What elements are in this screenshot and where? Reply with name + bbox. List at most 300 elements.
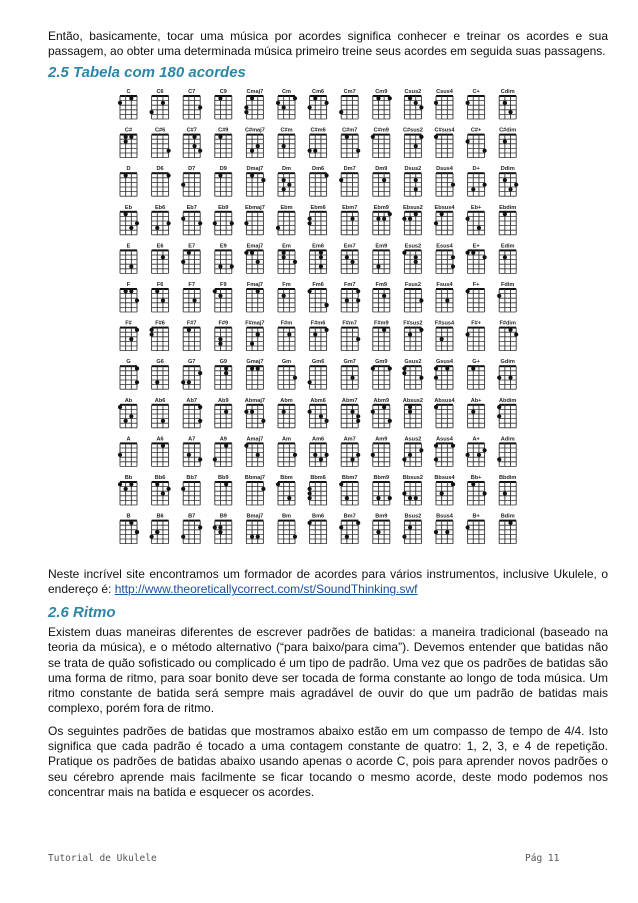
finger-dot <box>419 376 423 380</box>
chord-nut <box>468 327 485 329</box>
chord-nut <box>120 95 137 97</box>
chord-nut <box>215 520 232 522</box>
chord-name: Dmaj7 <box>246 166 264 173</box>
finger-dot <box>483 491 487 495</box>
finger-dot <box>414 144 418 148</box>
chord-nut <box>499 249 516 251</box>
chord-nut <box>341 520 358 522</box>
chord-name: Fmaj7 <box>246 282 263 288</box>
chord-name: Abm <box>280 397 293 404</box>
chord-diagram <box>404 166 421 196</box>
finger-dot <box>440 337 444 341</box>
chord-nut <box>215 288 232 290</box>
chord-name: Asus4 <box>436 436 453 443</box>
chord-diagram <box>278 398 295 428</box>
chord-diagram <box>244 398 265 428</box>
chord-nut <box>404 481 421 483</box>
finger-dot <box>218 337 222 341</box>
chord-nut <box>183 95 200 97</box>
chord-nut <box>404 249 421 251</box>
chord-diagram <box>150 89 169 119</box>
chord-nut <box>310 95 327 97</box>
finger-dot <box>325 419 329 423</box>
chord-name: F#maj7 <box>245 320 265 327</box>
finger-dot <box>282 251 286 255</box>
chord-nut <box>183 288 200 290</box>
finger-dot <box>497 376 501 380</box>
finger-dot <box>135 366 139 370</box>
chord-diagram <box>371 128 390 158</box>
chord-name: F# <box>125 320 132 327</box>
chord-nut <box>310 249 327 251</box>
chord-diagram <box>341 282 360 312</box>
chord-diagram <box>371 359 392 389</box>
chord-diagram <box>120 128 137 158</box>
chord-nut <box>499 95 516 97</box>
chord-nut <box>373 327 390 329</box>
finger-dot <box>213 221 217 225</box>
finger-dot <box>402 491 406 495</box>
chord-diagram <box>215 359 232 389</box>
chord-nut <box>468 288 485 290</box>
chord-name: Cm <box>281 89 292 95</box>
chord-name: C9 <box>219 89 227 95</box>
chord-nut <box>436 365 453 367</box>
chord-diagram <box>341 205 358 235</box>
chord-name: D <box>126 166 131 173</box>
finger-dot <box>508 328 512 332</box>
finger-dot <box>218 525 222 529</box>
chord-nut <box>278 134 295 136</box>
finger-dot <box>282 187 286 191</box>
finger-dot <box>135 530 139 534</box>
finger-dot <box>308 149 312 153</box>
chord-diagram <box>181 166 200 196</box>
rhythm-paragraph: Os seguintes padrões de batidas que mostramos abaixo estão em um compasso de tempo de 4/4. Isto significa que cada padrão é tocado a uma contagem constante de quatro: 1, 2, 3, e 4 de repetição. Pratique os padrões de batidas abaixo usando apenas o acorde C, pois para aprender novos padrões o seu cérebro aprende mais facilmente se ficar tocando o mesmo acorde, deste modo podemos nos concentrar mais na batida e esquecer os acordes. <box>48 723 608 799</box>
finger-dot <box>224 444 228 448</box>
finger-dot <box>371 453 375 457</box>
chord-nut <box>373 249 390 251</box>
chord-name: Ebsus4 <box>434 204 455 211</box>
finger-dot <box>483 149 487 153</box>
finger-dot <box>451 183 455 187</box>
finger-dot <box>388 96 392 100</box>
finger-dot <box>451 255 455 259</box>
finger-dot <box>402 366 406 370</box>
chord-nut <box>246 520 263 522</box>
finger-dot <box>161 444 165 448</box>
chord-nut <box>152 249 169 251</box>
chord-name: F#sus4 <box>434 320 455 327</box>
chord-diagram <box>436 166 455 196</box>
chord-nut <box>436 481 453 483</box>
chord-name: C#dim <box>499 127 517 134</box>
chord-name: C#m7 <box>342 127 358 134</box>
chord-diagram <box>152 359 169 389</box>
chord-nut <box>373 520 390 522</box>
chord-diagram <box>436 282 453 312</box>
chord-nut <box>373 134 390 136</box>
chord-name: Absus4 <box>434 397 455 404</box>
finger-dot <box>345 535 349 539</box>
chord-diagram <box>499 166 518 196</box>
chord-nut <box>183 442 200 444</box>
chord-diagram <box>118 436 137 466</box>
chord-name: Gm7 <box>343 359 356 366</box>
finger-dot <box>181 535 185 539</box>
chord-nut <box>310 365 327 367</box>
chord-name: C+ <box>472 89 480 95</box>
chord-nut <box>373 365 390 367</box>
finger-dot <box>503 178 507 182</box>
chord-nut <box>215 249 232 251</box>
chord-nut <box>183 249 200 251</box>
finger-dot <box>135 328 139 332</box>
finger-dot <box>376 96 380 100</box>
finger-dot <box>287 496 291 500</box>
chord-diagram <box>497 436 516 466</box>
site-link[interactable]: http://www.theoreticallycorrect.com/st/SoundThinking.swf <box>114 582 418 597</box>
chord-diagram <box>278 359 297 389</box>
chord-nut <box>120 404 137 406</box>
finger-dot <box>382 294 386 298</box>
chord-name: G6 <box>156 359 164 366</box>
finger-dot <box>187 251 191 255</box>
finger-dot <box>440 212 444 216</box>
finger-dot <box>503 491 507 495</box>
finger-dot <box>350 217 354 221</box>
finger-dot <box>414 260 418 264</box>
chord-name: Gm <box>281 359 292 366</box>
chord-diagram <box>339 475 358 505</box>
chord-diagram <box>215 89 232 119</box>
chord-diagram <box>341 128 360 158</box>
finger-dot <box>129 96 133 100</box>
finger-dot <box>135 380 139 384</box>
chord-name: C#maj7 <box>244 127 265 134</box>
finger-dot <box>471 366 475 370</box>
chord-nut <box>341 211 358 213</box>
finger-dot <box>118 101 122 105</box>
chord-nut <box>183 134 200 136</box>
chord-nut <box>152 520 169 522</box>
chord-nut <box>436 404 453 406</box>
finger-dot <box>414 496 418 500</box>
chord-nut <box>152 481 169 483</box>
site-text: Neste incrível site encontramos um formador de acordes para vários instrumentos, inclusive Ukulele, o endereço é: <box>48 567 608 597</box>
finger-dot <box>376 264 380 268</box>
finger-dot <box>419 298 423 302</box>
chord-diagram <box>499 475 516 505</box>
chord-nut <box>183 172 200 174</box>
chord-nut <box>310 288 327 290</box>
chord-nut <box>468 365 485 367</box>
chord-diagram <box>468 359 485 389</box>
finger-dot <box>503 255 507 259</box>
chord-diagram <box>341 398 360 428</box>
finger-dot <box>350 260 354 264</box>
finger-dot <box>319 251 323 255</box>
finger-dot <box>356 414 360 418</box>
chord-name: A6 <box>156 436 164 443</box>
chord-name: Adim <box>500 436 515 443</box>
chord-diagram <box>434 514 454 544</box>
finger-dot <box>466 217 470 221</box>
finger-dot <box>434 101 438 105</box>
chord-diagram <box>434 398 456 428</box>
finger-dot <box>451 264 455 268</box>
finger-dot <box>445 530 449 534</box>
chord-name: Dm7 <box>343 166 356 173</box>
finger-dot <box>224 371 228 375</box>
finger-dot <box>414 101 418 105</box>
finger-dot <box>124 139 128 143</box>
finger-dot <box>161 255 165 259</box>
finger-dot <box>356 453 360 457</box>
finger-dot <box>218 173 222 177</box>
chord-diagram <box>278 282 295 312</box>
chord-name: D+ <box>472 166 480 173</box>
finger-dot <box>382 178 386 182</box>
chord-name: Ebm <box>280 204 293 211</box>
finger-dot <box>434 457 438 461</box>
chord-name: Ab <box>124 397 133 404</box>
chord-nut <box>310 134 327 136</box>
finger-dot <box>466 289 470 293</box>
finger-dot <box>402 457 406 461</box>
chord-nut <box>120 134 137 136</box>
finger-dot <box>213 525 217 529</box>
chord-nut <box>120 327 137 329</box>
finger-dot <box>198 105 202 109</box>
chord-diagram <box>341 243 358 273</box>
finger-dot <box>198 457 202 461</box>
chord-nut <box>246 211 263 213</box>
finger-dot <box>419 448 423 452</box>
chord-name: D6 <box>156 166 164 173</box>
finger-dot <box>313 453 317 457</box>
chord-name: C#m <box>280 127 293 134</box>
chord-diagram <box>435 321 455 351</box>
finger-dot <box>419 328 423 332</box>
finger-dot <box>466 251 470 255</box>
chord-diagram <box>152 436 169 466</box>
finger-dot <box>181 183 185 187</box>
section-heading-rhythm: 2.6 Ritmo <box>48 604 116 621</box>
chord-diagram <box>499 243 516 273</box>
chord-name: A9 <box>219 436 227 443</box>
finger-dot <box>218 135 222 139</box>
chord-nut <box>310 442 327 444</box>
footer-page-number: Pág 11 <box>525 853 560 864</box>
chord-nut <box>404 172 421 174</box>
footer-title: Tutorial de Ukulele <box>48 853 157 864</box>
finger-dot <box>282 410 286 414</box>
finger-dot <box>440 491 444 495</box>
chord-name: F6 <box>156 282 164 288</box>
chord-diagram <box>499 514 516 544</box>
finger-dot <box>124 212 128 216</box>
chord-diagram <box>152 282 169 312</box>
chord-nut <box>373 404 390 406</box>
finger-dot <box>414 212 418 216</box>
chord-nut <box>436 172 453 174</box>
chord-diagram <box>278 514 297 544</box>
chord-name: Ebsus2 <box>402 204 423 211</box>
chord-diagram <box>245 475 266 505</box>
finger-dot <box>250 251 254 255</box>
chord-name: F#9 <box>218 320 229 327</box>
chord-nut <box>215 327 232 329</box>
finger-dot <box>244 410 248 414</box>
chord-diagram <box>466 128 487 158</box>
chord-diagram <box>215 475 232 505</box>
chord-name: C#m6 <box>310 127 326 134</box>
chord-name: Fm6 <box>312 282 324 288</box>
finger-dot <box>319 255 323 259</box>
chord-nut <box>152 134 169 136</box>
chord-name: Cmaj7 <box>246 89 264 95</box>
chord-nut <box>404 95 421 97</box>
chord-nut <box>468 211 485 213</box>
chord-diagram <box>276 89 297 119</box>
chord-nut <box>152 172 169 174</box>
chord-nut <box>468 134 485 136</box>
finger-dot <box>256 366 260 370</box>
chord-diagram <box>402 514 421 544</box>
finger-dot <box>471 482 475 486</box>
finger-dot <box>150 332 154 336</box>
finger-dot <box>308 221 312 225</box>
finger-dot <box>218 96 222 100</box>
chord-name: Csus4 <box>436 89 453 95</box>
chord-diagram <box>183 398 202 428</box>
chord-nut <box>310 481 327 483</box>
chord-diagram <box>120 282 139 312</box>
chord-name: Ab+ <box>470 397 482 404</box>
finger-dot <box>376 217 380 221</box>
chord-nut <box>183 520 200 522</box>
chord-nut <box>373 211 390 213</box>
chord-diagram <box>181 514 202 544</box>
chord-name: Absus2 <box>402 397 424 404</box>
chord-diagram <box>244 205 265 235</box>
finger-dot <box>371 366 375 370</box>
rhythm-text <box>48 625 608 807</box>
chord-nut <box>404 288 421 290</box>
finger-dot <box>167 173 171 177</box>
chord-nut <box>499 134 516 136</box>
finger-dot <box>483 255 487 259</box>
finger-dot <box>471 187 475 191</box>
finger-dot <box>167 487 171 491</box>
chord-diagram <box>183 321 200 351</box>
chord-diagram <box>499 321 518 351</box>
chord-nut <box>310 520 327 522</box>
finger-dot <box>308 289 312 293</box>
finger-dot <box>129 521 133 525</box>
finger-dot <box>503 101 507 105</box>
finger-dot <box>293 96 297 100</box>
finger-dot <box>434 530 438 534</box>
chord-name: C6 <box>156 89 164 95</box>
chord-nut <box>215 365 232 367</box>
chord-nut <box>404 327 421 329</box>
chord-nut <box>468 442 485 444</box>
chord-diagram <box>152 166 171 196</box>
chord-name: B7 <box>188 513 196 520</box>
chord-name: Am <box>281 436 292 443</box>
chord-nut <box>215 95 232 97</box>
finger-dot <box>256 332 260 336</box>
chord-diagram <box>278 243 297 273</box>
finger-dot <box>218 530 222 534</box>
finger-dot <box>161 419 165 423</box>
finger-dot <box>135 221 139 225</box>
chord-diagram <box>215 128 232 158</box>
finger-dot <box>308 491 312 495</box>
chord-diagram <box>339 89 358 119</box>
chord-name: C7 <box>188 89 196 95</box>
chord-nut <box>120 520 137 522</box>
finger-dot <box>276 482 280 486</box>
chord-diagram <box>371 398 392 428</box>
finger-dot <box>313 149 317 153</box>
chord-nut <box>373 172 390 174</box>
chord-name: Ab7 <box>186 397 197 404</box>
chord-nut <box>152 211 169 213</box>
chord-diagram <box>310 436 329 466</box>
chord-nut <box>468 249 485 251</box>
finger-dot <box>466 332 470 336</box>
finger-dot <box>402 217 406 221</box>
chord-nut <box>341 365 358 367</box>
chord-name: C#+ <box>470 127 482 134</box>
chord-diagram <box>373 89 392 119</box>
chord-nut <box>310 172 327 174</box>
finger-dot <box>244 444 248 448</box>
chord-nut <box>278 211 295 213</box>
chord-name: Gsus2 <box>404 359 422 366</box>
chord-name: Abmaj7 <box>244 397 266 404</box>
chord-diagram <box>402 436 423 466</box>
finger-dot <box>150 535 154 539</box>
chord-diagram <box>181 205 202 235</box>
chord-diagram <box>276 475 295 505</box>
chord-diagram <box>120 321 139 351</box>
chord-diagram <box>403 128 424 158</box>
finger-dot <box>408 217 412 221</box>
chord-nut <box>404 404 421 406</box>
finger-dot <box>124 419 128 423</box>
chord-nut <box>246 288 263 290</box>
chord-nut <box>499 211 516 213</box>
finger-dot <box>124 135 128 139</box>
chord-diagram <box>373 166 390 196</box>
chord-diagram <box>373 514 390 544</box>
finger-dot <box>308 521 312 525</box>
chord-name: Cm9 <box>375 89 388 95</box>
chord-name: Dm <box>281 166 292 173</box>
chord-diagram <box>246 514 263 544</box>
finger-dot <box>293 260 297 264</box>
finger-dot <box>261 178 265 182</box>
chord-name: Cm6 <box>312 89 325 95</box>
finger-dot <box>224 482 228 486</box>
chord-diagram <box>118 475 137 505</box>
chord-diagram <box>215 243 234 273</box>
chord-name: G7 <box>187 359 196 366</box>
